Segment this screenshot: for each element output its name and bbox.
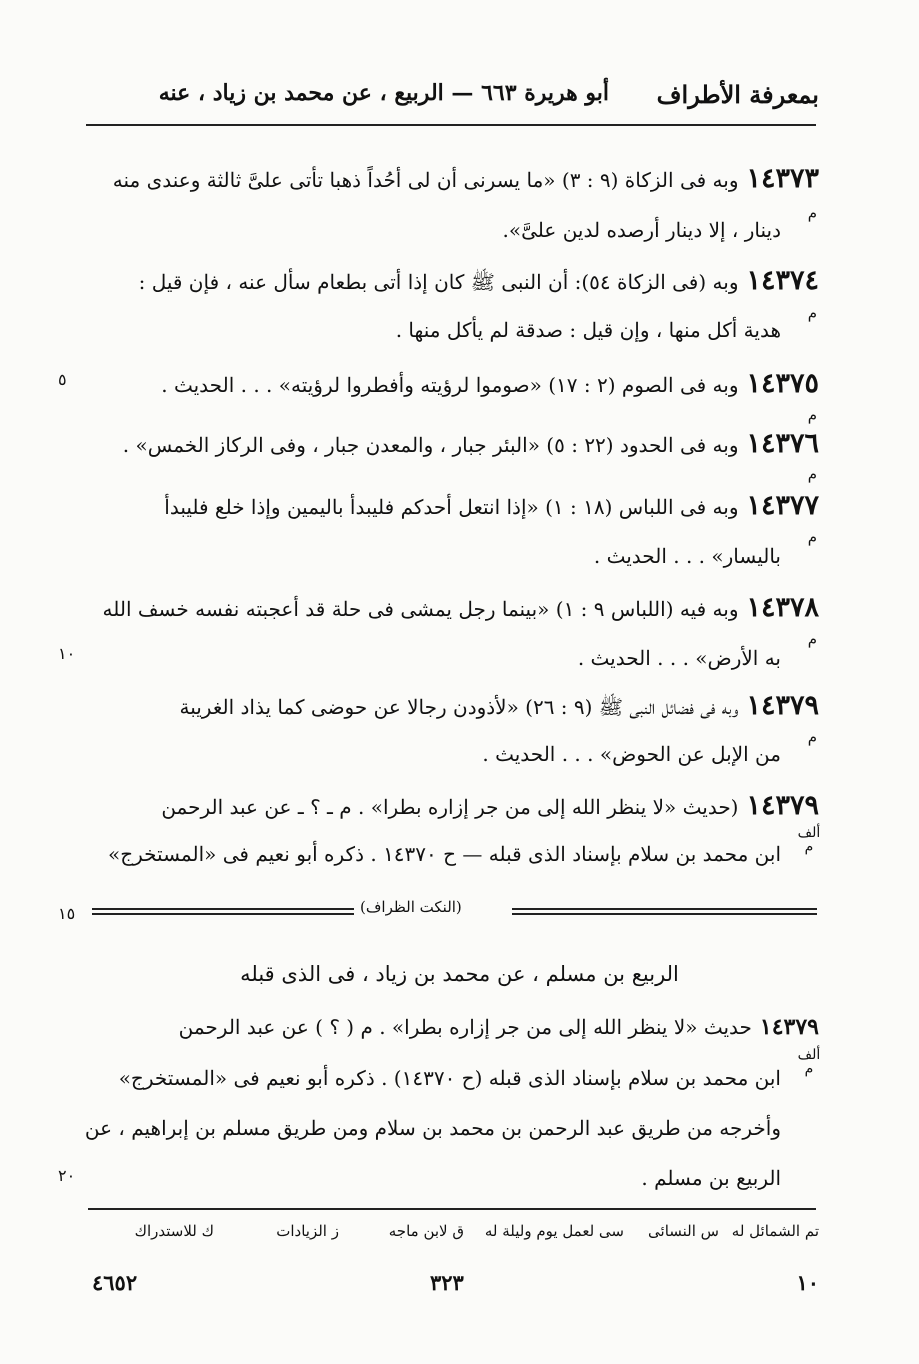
- header-rule: [86, 124, 816, 126]
- entry-14375-line1: ١٤٣٧٥وبه فى الصوم (٢ : ١٧) «صوموا لرؤيته وأفطروا لرؤيته» . . . الحديث .: [161, 368, 819, 399]
- entry-14379-source-mark: م: [807, 728, 817, 746]
- entry-14373-source-mark: م: [807, 204, 817, 222]
- nukat-line3: وأخرجه من طريق عبد الرحمن بن محمد بن سلام ومن طريق مسلم بن إبراهيم ، عن: [84, 1116, 781, 1140]
- entry-14378-line2: به الأرض» . . . الحديث .: [577, 646, 781, 670]
- running-header-title: بمعرفة الأطراف: [656, 80, 819, 109]
- separator-rule-left: [92, 908, 354, 915]
- entry-14377-source-mark: م: [807, 528, 817, 546]
- abbr-shamail: تم الشمائل له: [731, 1222, 819, 1240]
- nukat-line2: ابن محمد بن سلام بإسناد الذى قبله (ح ١٤٣٧٠) . ذكره أبو نعيم فى «المستخرج»: [118, 1066, 781, 1090]
- margin-line-number-15: ١٥: [58, 904, 76, 923]
- margin-line-number-5: ٥: [58, 370, 67, 389]
- entry-14379b-line1: ١٤٣٧٩(حديث «لا ينظر الله إلى من جر إزاره بطرا» . م ـ ؟ ـ عن عبد الرحمن: [161, 790, 819, 821]
- entry-14377-line1: ١٤٣٧٧وبه فى اللباس (١٨ : ١) «إذا انتعل أحدكم فليبدأ باليمين وإذا خلع فليبدأ: [164, 490, 819, 521]
- footer-rule: [88, 1208, 816, 1210]
- entry-14374-line1: ١٤٣٧٤وبه (فى الزكاة ٥٤): أن النبى ﷺ كان إذا أتى بطعام سأل عنه ، فإن قيل :: [138, 265, 819, 296]
- entry-14375-source-mark: م: [807, 406, 817, 424]
- entry-14373-line2: دينار ، إلا دينار أرصده لدين علىَّ».: [502, 218, 781, 242]
- nukat-line1: ١٤٣٧٩حديث «لا ينظر الله إلى من جر إزاره بطرا» . م ( ؟ ) عن عبد الرحمن: [178, 1014, 819, 1040]
- entry-14373-line1: ١٤٣٧٣وبه فى الزكاة (٩ : ٣) «ما يسرنى أن لى أحُداً ذهبا تأتى علىَّ ثالثة وعندى منه: [112, 163, 819, 194]
- entry-14379-line1: ١٤٣٧٩وبه فى فضائل النبى ﷺ (٩ : ٢٦) «لأذودن رجالا عن حوضى كما يذاد الغريبة: [179, 690, 819, 721]
- section-subheading: الربيع بن مسلم ، عن محمد بن زياد ، فى الذى قبله: [240, 962, 679, 986]
- entry-14374-line2: هدية أكل منها ، وإن قيل : صدقة لم يأكل منها .: [395, 318, 781, 342]
- entry-14378-line1: ١٤٣٧٨وبه فيه (اللباس ٩ : ١) «بينما رجل يمشى فى حلة قد أعجبته نفسه خسف الله: [102, 592, 819, 623]
- entry-14378-source-mark: م: [807, 630, 817, 648]
- separator-label: (النكت الظراف): [360, 898, 462, 916]
- entry-14379b-line2: ابن محمد بن سلام بإسناد الذى قبله — ح ١٤٣٧٠ . ذكره أبو نعيم فى «المستخرج»: [107, 842, 781, 866]
- abbr-ibn-majah: ق لابن ماجه: [388, 1222, 464, 1240]
- margin-line-number-10: ١٠: [58, 644, 76, 663]
- abbr-istidrak: ك للاستدراك: [134, 1222, 214, 1240]
- abbr-amal-yawm: سى لعمل يوم وليلة له: [484, 1222, 624, 1240]
- nukat-source-mark: ألف م: [797, 1047, 821, 1077]
- running-header-context: أبو هريرة ٦٦٣ — الربيع ، عن محمد بن زياد ، عنه: [158, 80, 609, 106]
- abbr-nasai: س النسائى: [648, 1222, 719, 1240]
- abbr-ziyadat: ز الزيادات: [276, 1222, 339, 1240]
- entry-14379-line2: من الإبل عن الحوض» . . . الحديث .: [482, 742, 781, 766]
- footer-volume-number: ١٠: [796, 1270, 819, 1295]
- entry-14376-line1: ١٤٣٧٦وبه فى الحدود (٢٢ : ٥) «البئر جبار ، والمعدن جبار ، وفى الركاز الخمس» .: [122, 428, 819, 459]
- entry-14376-source-mark: م: [807, 465, 817, 483]
- separator-rule-right: [512, 908, 817, 915]
- entry-14377-line2: باليسار» . . . الحديث .: [593, 544, 781, 568]
- page-number: ٣٢٣: [430, 1270, 464, 1295]
- entry-14374-source-mark: م: [807, 304, 817, 322]
- footer-hadith-count: ٤٦٥٢: [92, 1270, 138, 1295]
- entry-14379b-source-mark: ألف م: [797, 825, 821, 855]
- nukat-line4: الربيع بن مسلم .: [641, 1166, 781, 1190]
- margin-line-number-20: ٢٠: [58, 1166, 76, 1185]
